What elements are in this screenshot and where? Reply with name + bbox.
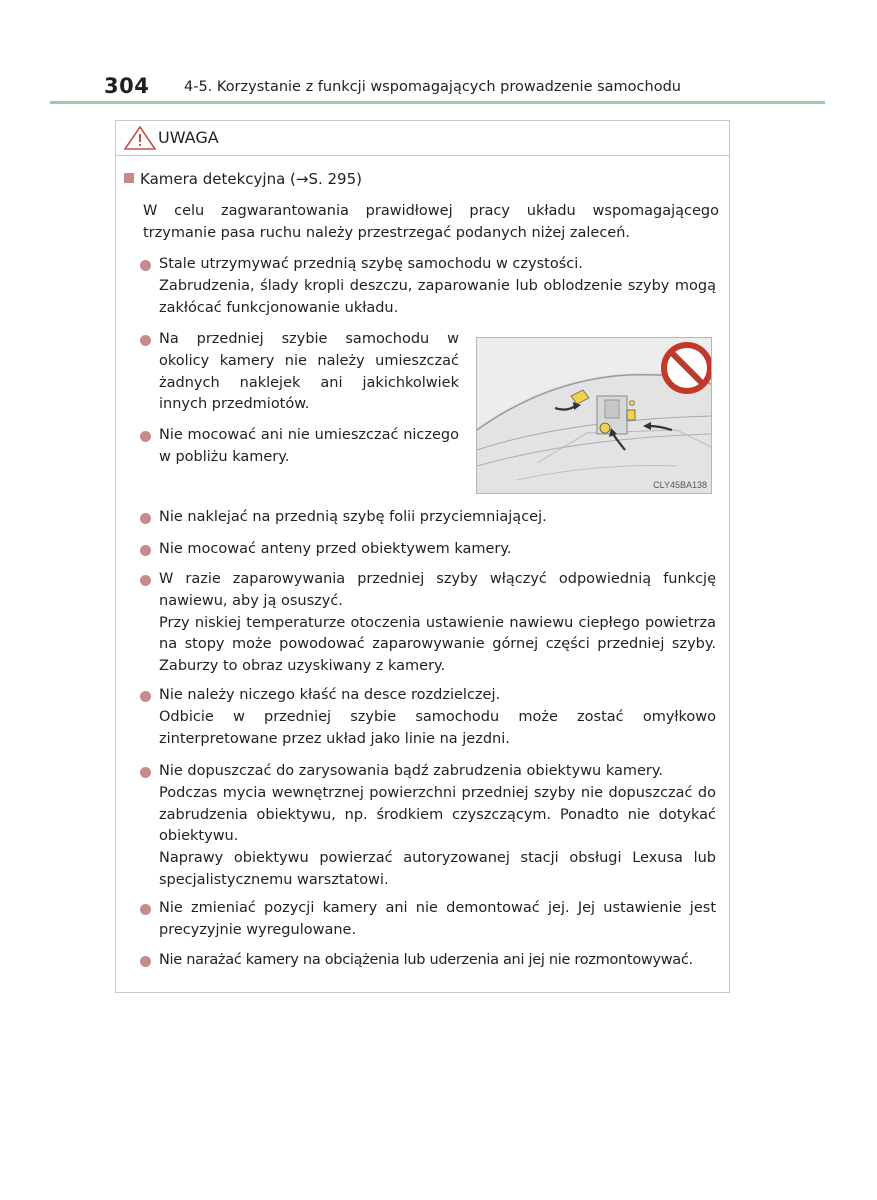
item-line: Nie mocować ani nie umieszczać niczego w pobliżu kamery. — [159, 427, 459, 465]
bullet-dot-icon — [140, 545, 151, 556]
bullet-dot-icon — [140, 956, 151, 967]
bullet-dot-icon — [140, 260, 151, 271]
warning-triangle-icon — [124, 126, 156, 150]
item-line: Nie dopuszczać do zarysowania bądź zabrudzenia obiektywu kamery. — [159, 763, 664, 779]
bullet-dot-icon — [140, 575, 151, 586]
header-divider — [50, 101, 825, 104]
car-interior-drawing — [477, 338, 712, 494]
item-line: Nie zmieniać pozycji kamery ani nie demontować jej. Jej ustawienie jest precyzyjnie wyregulowane. — [159, 900, 716, 938]
intro-paragraph: W celu zagwarantowania prawidłowej pracy układu wspomagającego trzymanie pasa ruchu należy przestrzegać podanych niżej zaleceń. — [143, 203, 719, 241]
section-title: 4-5. Korzystanie z funkcji wspomagających prowadzenie samochodu — [184, 79, 681, 95]
page-number: 304 — [104, 74, 150, 98]
item-line: Podczas mycia wewnętrznej powierzchni przedniej szyby nie dopuszczać do zabrudzenia obiektywu, np. środkiem czyszczącym. Ponadto nie dotykać obiektywu. — [159, 784, 716, 845]
page-header — [104, 74, 825, 102]
item-line: Zabrudzenia, ślady kropli deszczu, zaparowanie lub oblodzenie szyby mogą zakłócać funkcjonowanie układu. — [159, 277, 716, 316]
item-line: Nie należy niczego kłaść na desce rozdzielczej. — [159, 687, 501, 703]
bullet-dot-icon — [140, 904, 151, 915]
warning-box — [115, 120, 730, 993]
figure-code: CLY45BA138 — [653, 480, 707, 490]
square-bullet-icon — [124, 173, 134, 183]
bullet-dot-icon — [140, 335, 151, 346]
warning-title: UWAGA — [158, 128, 219, 147]
item-line: Na przedniej szybie samochodu w okolicy kamery nie należy umieszczać żadnych naklejek ani jakichkolwiek innych przedmiotów. — [159, 331, 459, 413]
item-line: Przy niskiej temperaturze otoczenia ustawienie nawiewu ciepłego powietrza na stopy może powodować zaparowywanie górnej części przedniej szyby. Zaburzy to obraz uzyskiwany z kamery. — [159, 614, 716, 675]
item-line: Naprawy obiektywu powierzać autoryzowanej stacji obsługi Lexusa lub specjalistycznemu warsztatowi. — [159, 850, 716, 888]
item-line: Odbicie w przedniej szybie samochodu może zostać omyłkowo zinterpretowane przez układ jako linie na jezdni. — [159, 708, 716, 747]
item-line: Nie naklejać na przednią szybę folii przyciemniającej. — [159, 509, 547, 525]
item-line: Nie mocować anteny przed obiektywem kamery. — [159, 541, 512, 557]
item-line: Stale utrzymywać przednią szybę samochodu w czystości. — [159, 256, 583, 272]
windshield-camera-illustration — [476, 337, 712, 494]
bullet-dot-icon — [140, 513, 151, 524]
bullet-dot-icon — [140, 431, 151, 442]
warning-header — [116, 121, 729, 156]
item-line: W razie zaparowywania przedniej szyby włączyć odpowiednią funkcję nawiewu, aby ją osuszyć. — [159, 571, 716, 609]
item-line: Nie narażać kamery na obciążenia lub uderzenia ani jej nie rozmontowywać. — [159, 952, 693, 968]
subheading — [124, 170, 362, 188]
subheading-text: Kamera detekcyjna (→S. 295) — [140, 170, 362, 188]
bullet-dot-icon — [140, 691, 151, 702]
bullet-dot-icon — [140, 767, 151, 778]
